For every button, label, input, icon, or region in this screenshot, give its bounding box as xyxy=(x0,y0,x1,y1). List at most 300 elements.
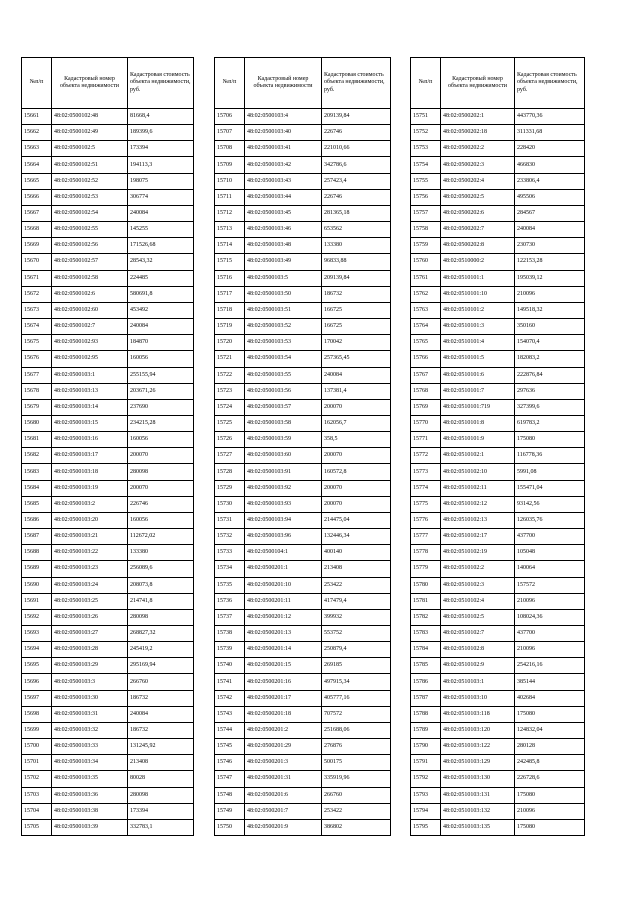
row-number-cell: 15691 xyxy=(22,593,52,609)
table-row xyxy=(411,141,585,157)
table-row xyxy=(411,609,585,625)
cadastral-cost-cell: 154070,4 xyxy=(515,335,585,351)
cadastral-number-cell: 48:02:0510102:10 xyxy=(441,464,515,480)
row-number-cell: 15733 xyxy=(215,545,245,561)
cadastral-cost-cell: 254216,16 xyxy=(515,658,585,674)
table-row xyxy=(22,512,194,528)
cadastral-number-cell: 48:02:0500103:35 xyxy=(52,771,128,787)
cadastral-cost-cell: 335919,96 xyxy=(322,771,391,787)
cadastral-number-cell: 48:02:0500201:2 xyxy=(245,722,322,738)
table-row xyxy=(22,819,194,835)
row-number-cell: 15670 xyxy=(22,254,52,270)
row-number-cell: 15715 xyxy=(215,254,245,270)
table-row xyxy=(411,125,585,141)
table-row xyxy=(215,626,391,642)
table-row xyxy=(411,383,585,399)
cadastral-number-cell: 48:02:0510101:719 xyxy=(441,399,515,415)
cadastral-cost-cell: 210096 xyxy=(515,642,585,658)
table-row xyxy=(411,512,585,528)
row-number-cell: 15726 xyxy=(215,432,245,448)
row-number-cell: 15663 xyxy=(22,141,52,157)
table-row xyxy=(22,577,194,593)
table-row xyxy=(411,787,585,803)
row-number-cell: 15794 xyxy=(411,803,441,819)
cadastral-number-cell: 48:02:0510103:132 xyxy=(441,803,515,819)
row-number-cell: 15769 xyxy=(411,399,441,415)
table-row xyxy=(22,626,194,642)
table-row xyxy=(22,464,194,480)
cadastral-cost-cell: 230730 xyxy=(515,238,585,254)
cadastral-number-cell: 48:02:0510101:5 xyxy=(441,351,515,367)
cadastral-cost-cell: 257423,4 xyxy=(322,173,391,189)
cadastral-number-cell: 48:02:0500103:15 xyxy=(52,415,128,431)
header-cadastral-cost: Кадастровая стоимость объекта недвижимости, руб. xyxy=(515,58,585,109)
cadastral-number-cell: 48:02:0500202:2 xyxy=(441,141,515,157)
cadastral-cost-cell: 240084 xyxy=(128,205,194,221)
cadastral-number-cell: 48:02:0500103:23 xyxy=(52,561,128,577)
cadastral-cost-cell: 399932 xyxy=(322,609,391,625)
table-row xyxy=(215,383,391,399)
cadastral-number-cell: 48:02:0510101:2 xyxy=(441,302,515,318)
cadastral-number-cell: 48:02:0500103:48 xyxy=(245,238,322,254)
row-number-cell: 15737 xyxy=(215,609,245,625)
cadastral-cost-cell: 280098 xyxy=(128,609,194,625)
row-number-cell: 15793 xyxy=(411,787,441,803)
row-number-cell: 15783 xyxy=(411,626,441,642)
row-number-cell: 15738 xyxy=(215,626,245,642)
cadastral-number-cell: 48:02:0500103:53 xyxy=(245,335,322,351)
cadastral-cost-cell: 124832,04 xyxy=(515,722,585,738)
table-row xyxy=(22,399,194,415)
row-number-cell: 15701 xyxy=(22,755,52,771)
row-number-cell: 15720 xyxy=(215,335,245,351)
cadastral-cost-cell: 385144 xyxy=(515,674,585,690)
row-number-cell: 15712 xyxy=(215,205,245,221)
row-number-cell: 15745 xyxy=(215,739,245,755)
cadastral-table-1 xyxy=(21,57,194,836)
table-row xyxy=(215,109,391,125)
cadastral-number-cell: 48:02:0500102:6 xyxy=(52,286,128,302)
row-number-cell: 15727 xyxy=(215,448,245,464)
cadastral-cost-cell: 122153,28 xyxy=(515,254,585,270)
cadastral-cost-cell: 132446,34 xyxy=(322,529,391,545)
cadastral-number-cell: 48:02:0500103:24 xyxy=(52,577,128,593)
cadastral-number-cell: 48:02:0510102:4 xyxy=(441,593,515,609)
cadastral-number-cell: 48:02:0500202:5 xyxy=(441,189,515,205)
cadastral-number-cell: 48:02:0500103:39 xyxy=(52,819,128,835)
table-row xyxy=(215,157,391,173)
cadastral-number-cell: 48:02:0510103:129 xyxy=(441,755,515,771)
row-number-cell: 15789 xyxy=(411,722,441,738)
row-number-cell: 15696 xyxy=(22,674,52,690)
cadastral-number-cell: 48:02:0500103:29 xyxy=(52,658,128,674)
cadastral-cost-cell: 200070 xyxy=(128,480,194,496)
row-number-cell: 15673 xyxy=(22,302,52,318)
cadastral-cost-cell: 5991,08 xyxy=(515,464,585,480)
table-row xyxy=(22,658,194,674)
cadastral-number-cell: 48:02:0500103:46 xyxy=(245,222,322,238)
cadastral-number-cell: 48:02:0500102:48 xyxy=(52,109,128,125)
cadastral-number-cell: 48:02:0500102:49 xyxy=(52,125,128,141)
row-number-cell: 15752 xyxy=(411,125,441,141)
row-number-cell: 15790 xyxy=(411,739,441,755)
cadastral-number-cell: 48:02:0500103:54 xyxy=(245,351,322,367)
cadastral-number-cell: 48:02:0510103:135 xyxy=(441,819,515,835)
row-number-cell: 15728 xyxy=(215,464,245,480)
cadastral-cost-cell: 166725 xyxy=(322,319,391,335)
cadastral-number-cell: 48:02:0500103:91 xyxy=(245,464,322,480)
cadastral-number-cell: 48:02:0500103:55 xyxy=(245,367,322,383)
row-number-cell: 15661 xyxy=(22,109,52,125)
row-number-cell: 15740 xyxy=(215,658,245,674)
cadastral-cost-cell: 295169,94 xyxy=(128,658,194,674)
table-row xyxy=(411,529,585,545)
table-row xyxy=(215,512,391,528)
table-row xyxy=(215,480,391,496)
table-row xyxy=(411,464,585,480)
cadastral-number-cell: 48:02:0500103:40 xyxy=(245,125,322,141)
row-number-cell: 15710 xyxy=(215,173,245,189)
cadastral-cost-cell: 213408 xyxy=(322,561,391,577)
table-row xyxy=(22,529,194,545)
cadastral-number-cell: 48:02:0500103:52 xyxy=(245,319,322,335)
cadastral-number-cell: 48:02:0510102:8 xyxy=(441,642,515,658)
row-number-cell: 15743 xyxy=(215,706,245,722)
cadastral-cost-cell: 619783,2 xyxy=(515,415,585,431)
cadastral-cost-cell: 198075 xyxy=(128,173,194,189)
cadastral-cost-cell: 145255 xyxy=(128,222,194,238)
row-number-cell: 15792 xyxy=(411,771,441,787)
cadastral-number-cell: 48:02:0500103:33 xyxy=(52,739,128,755)
cadastral-cost-cell: 175080 xyxy=(515,706,585,722)
cadastral-number-cell: 48:02:0510102:2 xyxy=(441,561,515,577)
row-number-cell: 15739 xyxy=(215,642,245,658)
table-row xyxy=(215,771,391,787)
cadastral-number-cell: 48:02:0500102:52 xyxy=(52,173,128,189)
table-row xyxy=(411,415,585,431)
row-number-cell: 15708 xyxy=(215,141,245,157)
table-row xyxy=(411,157,585,173)
cadastral-number-cell: 48:02:0510102:19 xyxy=(441,545,515,561)
cadastral-cost-cell: 224485 xyxy=(128,270,194,286)
row-number-cell: 15780 xyxy=(411,577,441,593)
cadastral-number-cell: 48:02:0500202:7 xyxy=(441,222,515,238)
cadastral-cost-cell: 240084 xyxy=(128,319,194,335)
row-number-cell: 15758 xyxy=(411,222,441,238)
table-body xyxy=(411,109,585,836)
cadastral-number-cell: 48:02:0500201:31 xyxy=(245,771,322,787)
header-cadastral-cost: Кадастровая стоимость объекта недвижимости, руб. xyxy=(128,58,194,109)
cadastral-cost-cell: 108024,36 xyxy=(515,609,585,625)
row-number-cell: 15779 xyxy=(411,561,441,577)
row-number-cell: 15788 xyxy=(411,706,441,722)
cadastral-cost-cell: 466830 xyxy=(515,157,585,173)
cadastral-cost-cell: 237690 xyxy=(128,399,194,415)
row-number-cell: 15772 xyxy=(411,448,441,464)
row-number-cell: 15669 xyxy=(22,238,52,254)
cadastral-number-cell: 48:02:0500103:92 xyxy=(245,480,322,496)
table-row xyxy=(22,141,194,157)
row-number-cell: 15693 xyxy=(22,626,52,642)
table-row xyxy=(411,545,585,561)
table-row xyxy=(215,722,391,738)
table-row xyxy=(22,302,194,318)
row-number-cell: 15756 xyxy=(411,189,441,205)
cadastral-number-cell: 48:02:0510103:10 xyxy=(441,690,515,706)
cadastral-cost-cell: 226746 xyxy=(128,496,194,512)
cadastral-cost-cell: 186732 xyxy=(128,722,194,738)
table-row xyxy=(215,367,391,383)
cadastral-cost-cell: 175080 xyxy=(515,819,585,835)
cadastral-cost-cell: 209139,84 xyxy=(322,270,391,286)
cadastral-number-cell: 48:02:0500103:20 xyxy=(52,512,128,528)
cadastral-number-cell: 48:02:0500201:10 xyxy=(245,577,322,593)
cadastral-number-cell: 48:02:0500103:22 xyxy=(52,545,128,561)
cadastral-cost-cell: 209139,84 xyxy=(322,109,391,125)
table-row xyxy=(22,739,194,755)
table-row xyxy=(215,658,391,674)
cadastral-cost-cell: 297636 xyxy=(515,383,585,399)
row-number-cell: 15682 xyxy=(22,448,52,464)
cadastral-number-cell: 48:02:0500202:4 xyxy=(441,173,515,189)
row-number-cell: 15748 xyxy=(215,787,245,803)
table-row xyxy=(411,270,585,286)
row-number-cell: 15699 xyxy=(22,722,52,738)
row-number-cell: 15697 xyxy=(22,690,52,706)
cadastral-cost-cell: 276876 xyxy=(322,739,391,755)
cadastral-cost-cell: 266760 xyxy=(128,674,194,690)
row-number-cell: 15678 xyxy=(22,383,52,399)
cadastral-number-cell: 48:02:0500103:34 xyxy=(52,755,128,771)
row-number-cell: 15773 xyxy=(411,464,441,480)
cadastral-number-cell: 48:02:0500201:17 xyxy=(245,690,322,706)
row-number-cell: 15668 xyxy=(22,222,52,238)
cadastral-number-cell: 48:02:0500103:26 xyxy=(52,609,128,625)
cadastral-cost-cell: 189399,6 xyxy=(128,125,194,141)
row-number-cell: 15736 xyxy=(215,593,245,609)
table-row xyxy=(411,286,585,302)
table-row xyxy=(22,189,194,205)
row-number-cell: 15695 xyxy=(22,658,52,674)
cadastral-number-cell: 48:02:0500103:18 xyxy=(52,464,128,480)
table-row xyxy=(215,464,391,480)
table-row xyxy=(22,109,194,125)
row-number-cell: 15688 xyxy=(22,545,52,561)
row-number-cell: 15684 xyxy=(22,480,52,496)
cadastral-cost-cell: 160572,8 xyxy=(322,464,391,480)
cadastral-cost-cell: 386802 xyxy=(322,819,391,835)
row-number-cell: 15717 xyxy=(215,286,245,302)
cadastral-number-cell: 48:02:0500103:44 xyxy=(245,189,322,205)
cadastral-cost-cell: 707572 xyxy=(322,706,391,722)
table-row xyxy=(411,335,585,351)
table-row xyxy=(411,189,585,205)
row-number-cell: 15768 xyxy=(411,383,441,399)
row-number-cell: 15718 xyxy=(215,302,245,318)
table-row xyxy=(215,319,391,335)
row-number-cell: 15689 xyxy=(22,561,52,577)
cadastral-cost-cell: 96833,88 xyxy=(322,254,391,270)
table-row xyxy=(215,690,391,706)
cadastral-cost-cell: 149518,32 xyxy=(515,302,585,318)
cadastral-cost-cell: 280098 xyxy=(128,464,194,480)
header-cadastral-number: Кадастровый номер объекта недвижимости xyxy=(245,58,322,109)
cadastral-cost-cell: 580691,8 xyxy=(128,286,194,302)
cadastral-number-cell: 48:02:0500103:36 xyxy=(52,787,128,803)
table-row xyxy=(22,593,194,609)
table-row xyxy=(215,674,391,690)
cadastral-cost-cell: 253422 xyxy=(322,803,391,819)
row-number-cell: 15677 xyxy=(22,367,52,383)
row-number-cell: 15746 xyxy=(215,755,245,771)
row-number-cell: 15709 xyxy=(215,157,245,173)
cadastral-cost-cell: 173394 xyxy=(128,141,194,157)
cadastral-number-cell: 48:02:0500202:1 xyxy=(441,109,515,125)
cadastral-number-cell: 48:02:0510102:12 xyxy=(441,496,515,512)
cadastral-number-cell: 48:02:0500103:21 xyxy=(52,529,128,545)
cadastral-cost-cell: 245419,2 xyxy=(128,642,194,658)
row-number-cell: 15676 xyxy=(22,351,52,367)
table-row xyxy=(411,577,585,593)
table-row xyxy=(215,173,391,189)
row-number-cell: 15750 xyxy=(215,819,245,835)
cadastral-cost-cell: 269185 xyxy=(322,658,391,674)
cadastral-number-cell: 48:02:0500103:25 xyxy=(52,593,128,609)
cadastral-cost-cell: 332783,1 xyxy=(128,819,194,835)
cadastral-number-cell: 48:02:0500103:2 xyxy=(52,496,128,512)
cadastral-number-cell: 48:02:0510103:130 xyxy=(441,771,515,787)
cadastral-cost-cell: 268827,32 xyxy=(128,626,194,642)
table-row xyxy=(22,415,194,431)
cadastral-number-cell: 48:02:0500201:13 xyxy=(245,626,322,642)
cadastral-cost-cell: 210096 xyxy=(515,593,585,609)
table-row xyxy=(411,238,585,254)
cadastral-number-cell: 48:02:0500103:56 xyxy=(245,383,322,399)
row-number-cell: 15666 xyxy=(22,189,52,205)
table-row xyxy=(411,432,585,448)
row-number-cell: 15761 xyxy=(411,270,441,286)
cadastral-number-cell: 48:02:0500103:19 xyxy=(52,480,128,496)
cadastral-cost-cell: 226746 xyxy=(322,125,391,141)
table-row xyxy=(22,319,194,335)
table-row xyxy=(411,642,585,658)
cadastral-number-cell: 48:02:0500202:8 xyxy=(441,238,515,254)
table-row xyxy=(22,787,194,803)
cadastral-cost-cell: 200070 xyxy=(322,496,391,512)
table-row xyxy=(215,189,391,205)
row-number-cell: 15742 xyxy=(215,690,245,706)
cadastral-cost-cell: 453492 xyxy=(128,302,194,318)
cadastral-cost-cell: 213408 xyxy=(128,755,194,771)
table-row xyxy=(22,609,194,625)
cadastral-cost-cell: 162056,7 xyxy=(322,415,391,431)
table-row xyxy=(411,706,585,722)
table-row xyxy=(215,125,391,141)
row-number-cell: 15764 xyxy=(411,319,441,335)
cadastral-number-cell: 48:02:0500202:18 xyxy=(441,125,515,141)
cadastral-cost-cell: 160056 xyxy=(128,512,194,528)
cadastral-number-cell: 48:02:0500103:57 xyxy=(245,399,322,415)
row-number-cell: 15707 xyxy=(215,125,245,141)
cadastral-number-cell: 48:02:0500201:7 xyxy=(245,803,322,819)
cadastral-number-cell: 48:02:0500103:4 xyxy=(245,109,322,125)
cadastral-number-cell: 48:02:0510101:3 xyxy=(441,319,515,335)
table-row xyxy=(215,706,391,722)
cadastral-cost-cell: 155471,04 xyxy=(515,480,585,496)
row-number-cell: 15781 xyxy=(411,593,441,609)
table-row xyxy=(411,205,585,221)
table-row xyxy=(411,819,585,835)
row-number-cell: 15686 xyxy=(22,512,52,528)
cadastral-cost-cell: 405777,16 xyxy=(322,690,391,706)
cadastral-cost-cell: 222876,84 xyxy=(515,367,585,383)
row-number-cell: 15776 xyxy=(411,512,441,528)
row-number-cell: 15667 xyxy=(22,205,52,221)
cadastral-number-cell: 48:02:0510101:1 xyxy=(441,270,515,286)
table-row xyxy=(215,755,391,771)
cadastral-number-cell: 48:02:0500103:59 xyxy=(245,432,322,448)
cadastral-number-cell: 48:02:0500103:45 xyxy=(245,205,322,221)
row-number-cell: 15679 xyxy=(22,399,52,415)
cadastral-number-cell: 48:02:0510103:122 xyxy=(441,739,515,755)
table-row xyxy=(411,367,585,383)
table-row xyxy=(215,577,391,593)
row-number-cell: 15778 xyxy=(411,545,441,561)
cadastral-cost-cell: 240084 xyxy=(515,222,585,238)
cadastral-number-cell: 48:02:0500201:3 xyxy=(245,755,322,771)
table-row xyxy=(215,399,391,415)
cadastral-table-3 xyxy=(410,57,585,836)
cadastral-cost-cell: 186732 xyxy=(128,690,194,706)
row-number-cell: 15765 xyxy=(411,335,441,351)
cadastral-number-cell: 48:02:0510101:6 xyxy=(441,367,515,383)
row-number-cell: 15767 xyxy=(411,367,441,383)
cadastral-number-cell: 48:02:0500103:50 xyxy=(245,286,322,302)
cadastral-cost-cell: 210096 xyxy=(515,803,585,819)
cadastral-number-cell: 48:02:0500103:94 xyxy=(245,512,322,528)
cadastral-cost-cell: 400140 xyxy=(322,545,391,561)
cadastral-number-cell: 48:02:0500102:54 xyxy=(52,205,128,221)
cadastral-number-cell: 48:02:0500103:14 xyxy=(52,399,128,415)
row-number-cell: 15690 xyxy=(22,577,52,593)
cadastral-cost-cell: 437700 xyxy=(515,626,585,642)
row-number-cell: 15681 xyxy=(22,432,52,448)
cadastral-number-cell: 48:02:0510101:10 xyxy=(441,286,515,302)
cadastral-number-cell: 48:02:0500103:13 xyxy=(52,383,128,399)
table-row xyxy=(215,561,391,577)
cadastral-cost-cell: 160056 xyxy=(128,432,194,448)
row-number-cell: 15671 xyxy=(22,270,52,286)
row-number-cell: 15777 xyxy=(411,529,441,545)
row-number-cell: 15719 xyxy=(215,319,245,335)
table-row xyxy=(22,771,194,787)
cadastral-cost-cell: 255155,94 xyxy=(128,367,194,383)
table-row xyxy=(411,690,585,706)
cadastral-cost-cell: 157572 xyxy=(515,577,585,593)
cadastral-number-cell: 48:02:0500103:31 xyxy=(52,706,128,722)
row-number-cell: 15711 xyxy=(215,189,245,205)
row-number-cell: 15694 xyxy=(22,642,52,658)
cadastral-number-cell: 48:02:0500103:41 xyxy=(245,141,322,157)
table-row xyxy=(22,157,194,173)
table-header-row xyxy=(22,58,194,109)
table-row xyxy=(22,642,194,658)
cadastral-number-cell: 48:02:0510103:120 xyxy=(441,722,515,738)
row-number-cell: 15724 xyxy=(215,399,245,415)
cadastral-number-cell: 48:02:0500102:5 xyxy=(52,141,128,157)
cadastral-cost-cell: 175080 xyxy=(515,787,585,803)
cadastral-cost-cell: 311331,68 xyxy=(515,125,585,141)
